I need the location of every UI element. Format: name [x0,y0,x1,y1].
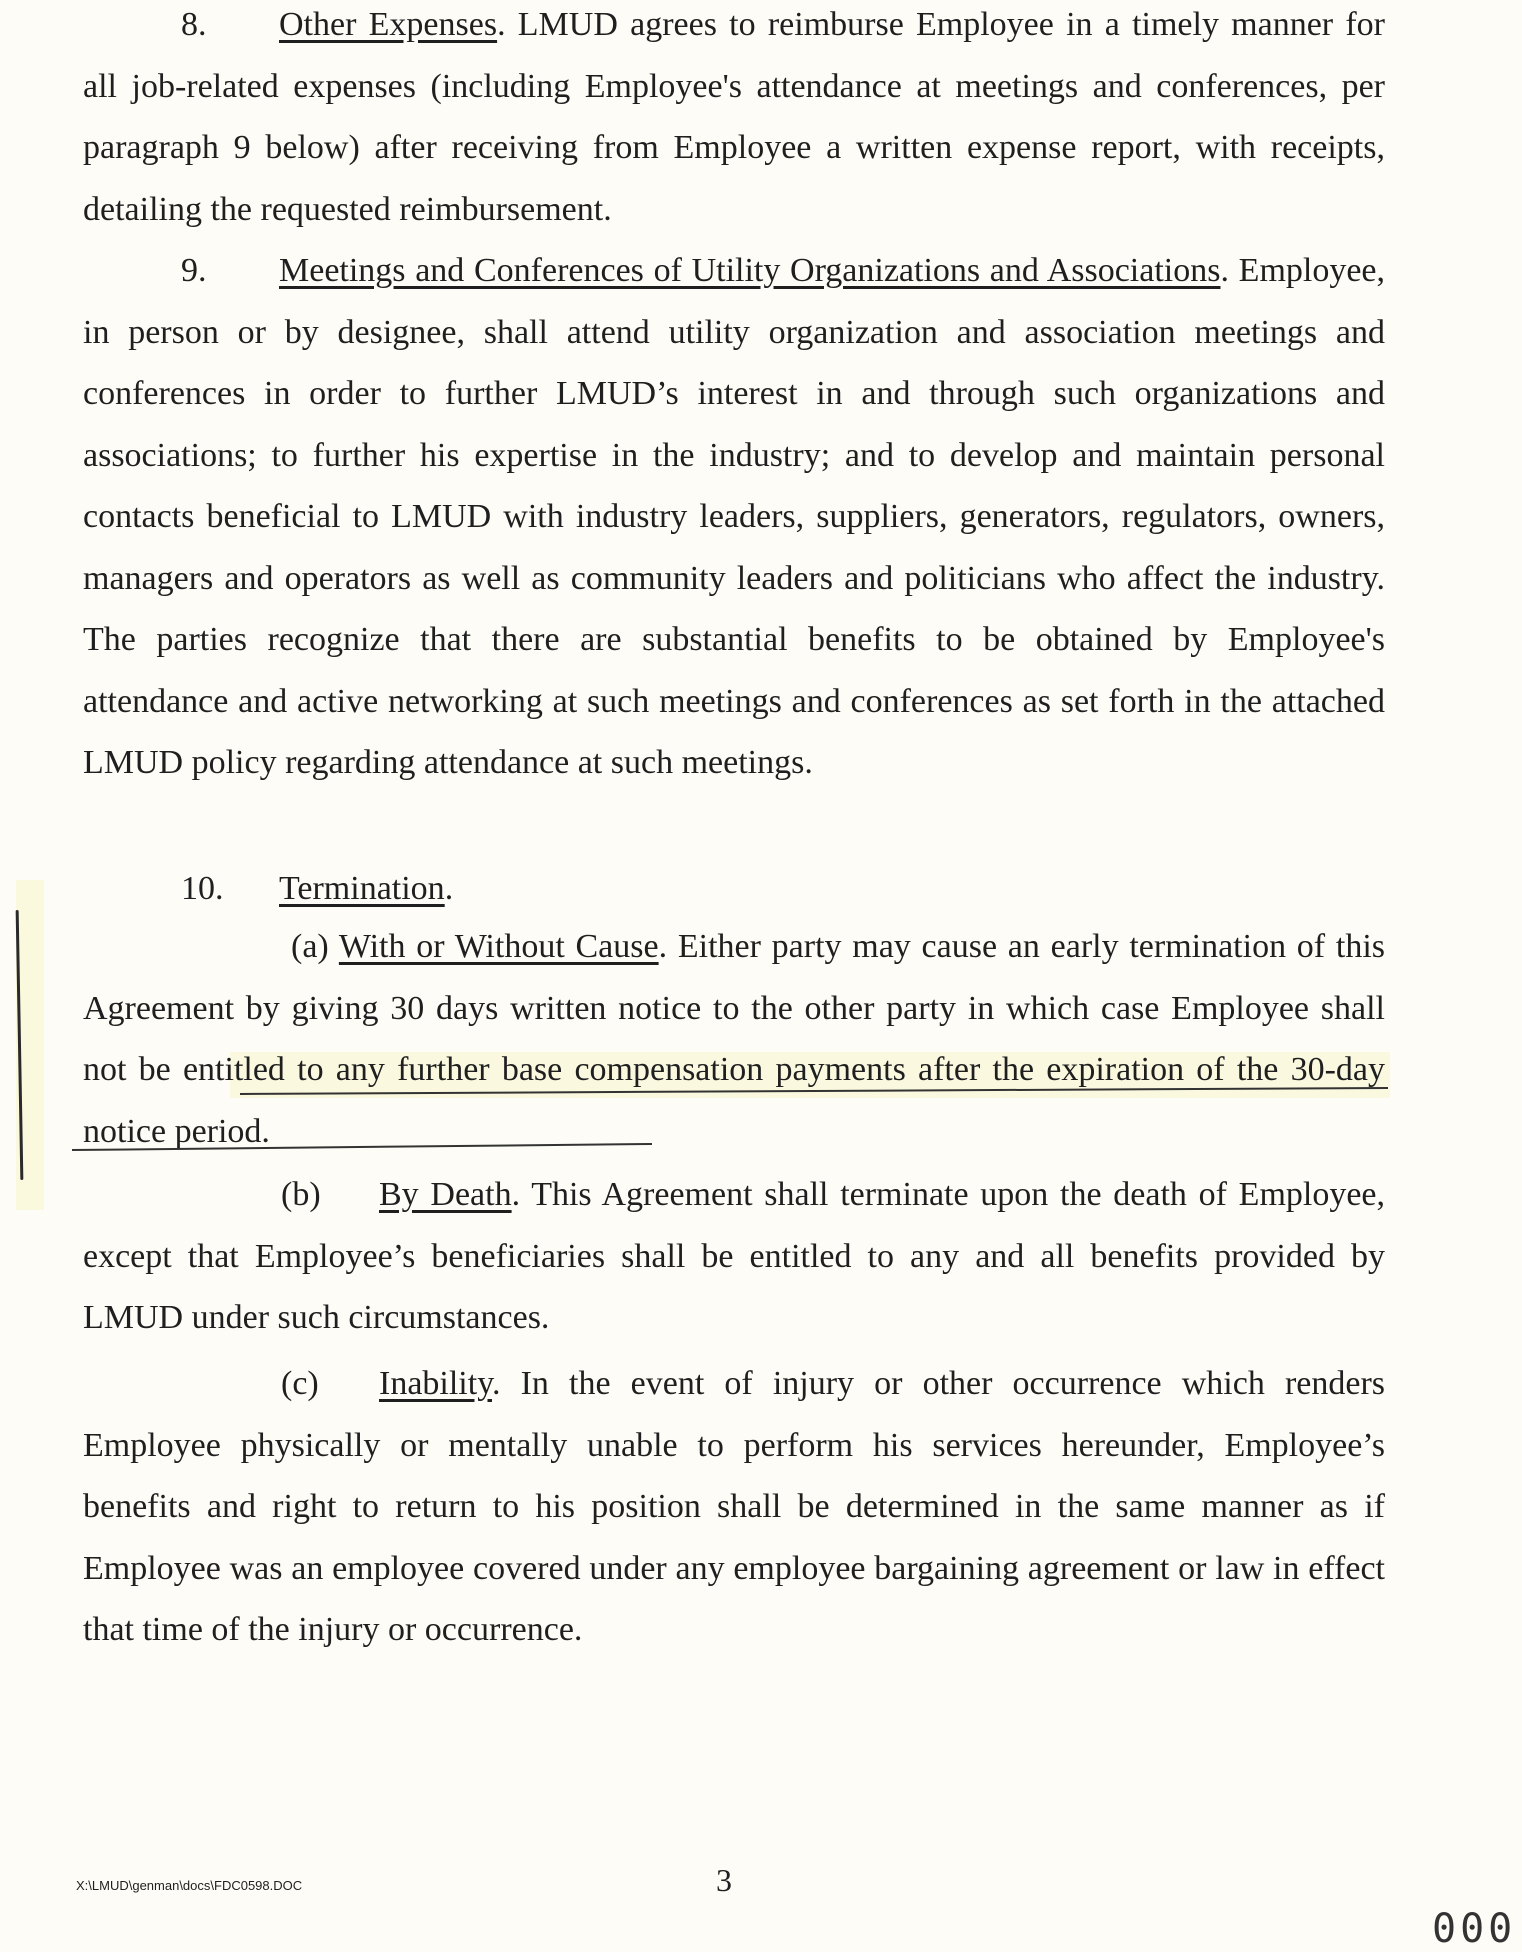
section-8-number: 8. [181,6,207,43]
section-10b-body: . This Agreement shall terminate upon the death of Employee, except that Employee’s beneficiaries shall be entitled to any and all benefits provided by LMUD under such circumstances. [83,1176,1386,1336]
section-8-body: LMUD agrees to reimburse Employee in a timely manner for all job-related expenses (including Employee's attendance at meetings and conferences, per paragraph 9 below) after receiving from Employee a written expense report, with receipts, detailing the requested reimbursement. [83,6,1386,228]
section-10b [83,1164,1385,1349]
section-9: 9. Meetings and Conferences of Utility Organizations and Associations. Employee, in person or by designee, shall attend utility organization and association meetings and conferences in order to further LMUD’s interest in and through such organizations and associations; to further his expertise in the industry; and to develop and maintain personal contacts beneficial to LMUD with industry leaders, suppliers, generators, regulators, owners, managers and operators as well as community leaders and politicians who affect the industry. The parties recognize that there are substantial benefits to be obtained by Employee's attendance and active networking at such meetings and conferences as set forth in the attached LMUD policy regarding attendance at such meetings. [83,240,1385,794]
section-10b-label: (b) [281,1176,321,1213]
section-10a-body: . Either party may cause an early termination of this Agreement by giving 30 days written notice to the other party in which case Employee shall not be entitled to any further base compensation payments after the expiration of the 30-day notice period. [83,928,1386,1150]
section-8: 8. Other Expenses. LMUD agrees to reimburse Employee in a timely manner for all job-related expenses (including Employee's attendance at meetings and conferences, per paragraph 9 below) after receiving from Employee a written expense report, with receipts, detailing the requested reimbursement. [83,0,1385,240]
section-9-body: Employee, in person or by designee, shall attend utility organization and association meetings and conferences in order to further LMUD’s interest in and through such organizations and associations; to further his expertise in the industry; and to develop and maintain personal contacts beneficial to LMUD with industry leaders, suppliers, generators, regulators, owners, managers and operators as well as community leaders and politicians who affect the industry. The parties recognize that there are substantial benefits to be obtained by Employee's attendance and active networking at such meetings and conferences as set forth in the attached LMUD policy regarding attendance at such meetings. [83,252,1386,781]
section-10c-label: (c) [281,1365,319,1402]
bates-stamp: 000 [1432,1906,1517,1952]
section-10c-heading: Inability [379,1365,492,1402]
section-9-heading: Meetings and Conferences of Utility Organizations and Associations [279,252,1221,289]
page-number: 3 [716,1862,732,1898]
section-10c-body: . In the event of injury or other occurrence which renders Employee physically or mentally unable to perform his services hereunder, Employee’s benefits and right to return to his position shall be determined in the same manner as if Employee was an employee covered under any employee bargaining agreement or law in effect that time of the injury or occurrence. [83,1365,1385,1648]
section-8-heading: Other Expenses [279,6,498,43]
section-10-number: 10. [181,870,224,907]
section-10-heading: Termination [279,870,445,907]
footer-file-path: X:\LMUD\genman\docs\FDC0598.DOC [76,1878,303,1893]
section-9-number: 9. [181,252,207,289]
section-10c [83,1353,1385,1661]
section-10b-heading: By Death [379,1176,512,1213]
section-10-heading-line: 10. Termination. [83,858,1385,920]
section-10a-label: (a) [291,928,339,965]
section-10a [83,916,1385,1162]
section-10a-heading: With or Without Cause [338,928,659,965]
